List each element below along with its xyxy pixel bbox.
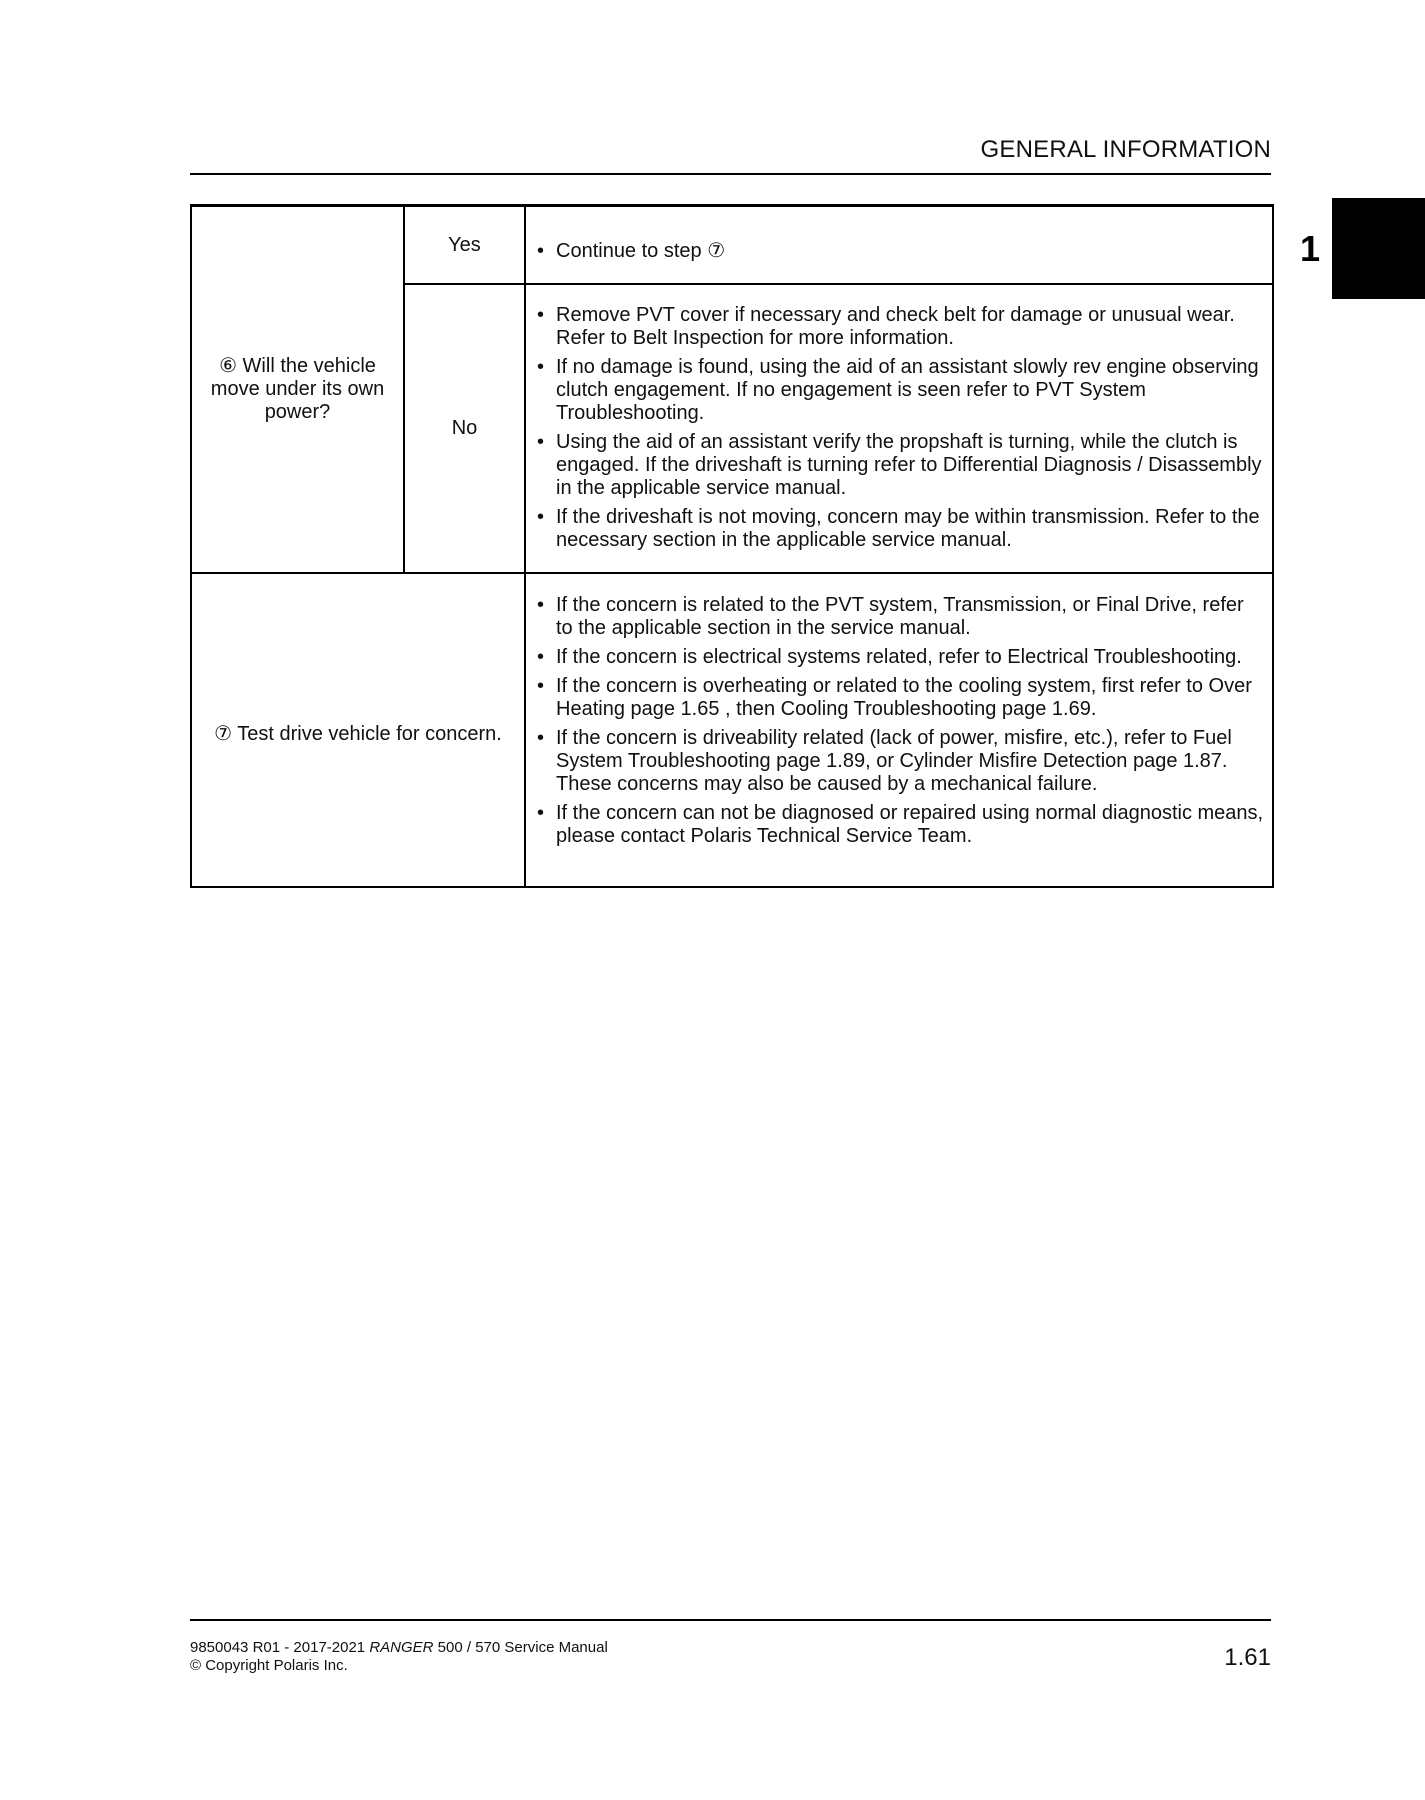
list-item: • If the concern is electrical systems related, refer to Electrical Troubleshooting.	[534, 646, 1264, 669]
no-action-list	[534, 304, 1264, 552]
copyright: © Copyright Polaris Inc.	[190, 1657, 348, 1674]
list-item: • Continue to step ⑦	[534, 240, 1264, 263]
answer-no: No	[404, 284, 525, 573]
doc-title: 500 / 570 Service Manual	[433, 1639, 608, 1656]
step7-action-cell	[525, 573, 1273, 887]
step7-action-list	[534, 594, 1264, 848]
yes-action-list	[534, 240, 1264, 263]
section-title: GENERAL INFORMATION	[980, 136, 1271, 163]
chapter-tab	[1332, 198, 1425, 299]
list-item: • Using the aid of an assistant verify the propshaft is turning, while the clutch is engaged. If the driveshaft is turning refer to Differential Diagnosis / Disassembly in the applicable service manual.	[534, 431, 1264, 500]
diagnostic-table	[190, 204, 1274, 888]
footer-doc-line	[190, 1639, 608, 1657]
list-item: • If the concern can not be diagnosed or repaired using normal diagnostic means, please contact Polaris Technical Service Team.	[534, 802, 1264, 848]
list-item: • If no damage is found, using the aid of an assistant slowly rev engine observing clutch engagement. If no engagement is seen refer to PVT System Troubleshooting.	[534, 356, 1264, 425]
list-item: • If the concern is overheating or related to the cooling system, first refer to Over Heating page 1.65 , then Cooling Troubleshooting page 1.69.	[534, 675, 1264, 721]
step6-question: ⑥ Will the vehicle move under its own power?	[191, 206, 404, 574]
page-number: 1.61	[1224, 1644, 1271, 1671]
table-row-step7	[191, 573, 1273, 887]
header-divider	[190, 173, 1271, 175]
no-action-cell	[525, 284, 1273, 573]
yes-action-cell	[525, 206, 1273, 285]
table-row-step6-yes	[191, 206, 1273, 285]
step7-question: ⑦ Test drive vehicle for concern.	[191, 573, 525, 887]
footer-divider	[190, 1619, 1271, 1621]
doc-number: 9850043 R01 - 2017-2021	[190, 1639, 370, 1656]
chapter-number: 1	[1300, 228, 1321, 269]
model-name: RANGER	[369, 1639, 434, 1656]
list-item: • If the concern is related to the PVT system, Transmission, or Final Drive, refer to the applicable section in the service manual.	[534, 594, 1264, 640]
answer-yes: Yes	[404, 206, 525, 285]
footer-doc-info	[190, 1639, 608, 1675]
list-item: • If the concern is driveability related (lack of power, misfire, etc.), refer to Fuel System Troubleshooting page 1.89, or Cylinder Misfire Detection page 1.87. These concerns may also be caused by a mechanical failure.	[534, 727, 1264, 796]
list-item: • Remove PVT cover if necessary and check belt for damage or unusual wear. Refer to Belt Inspection for more information.	[534, 304, 1264, 350]
list-item: • If the driveshaft is not moving, concern may be within transmission. Refer to the necessary section in the applicable service manual.	[534, 506, 1264, 552]
